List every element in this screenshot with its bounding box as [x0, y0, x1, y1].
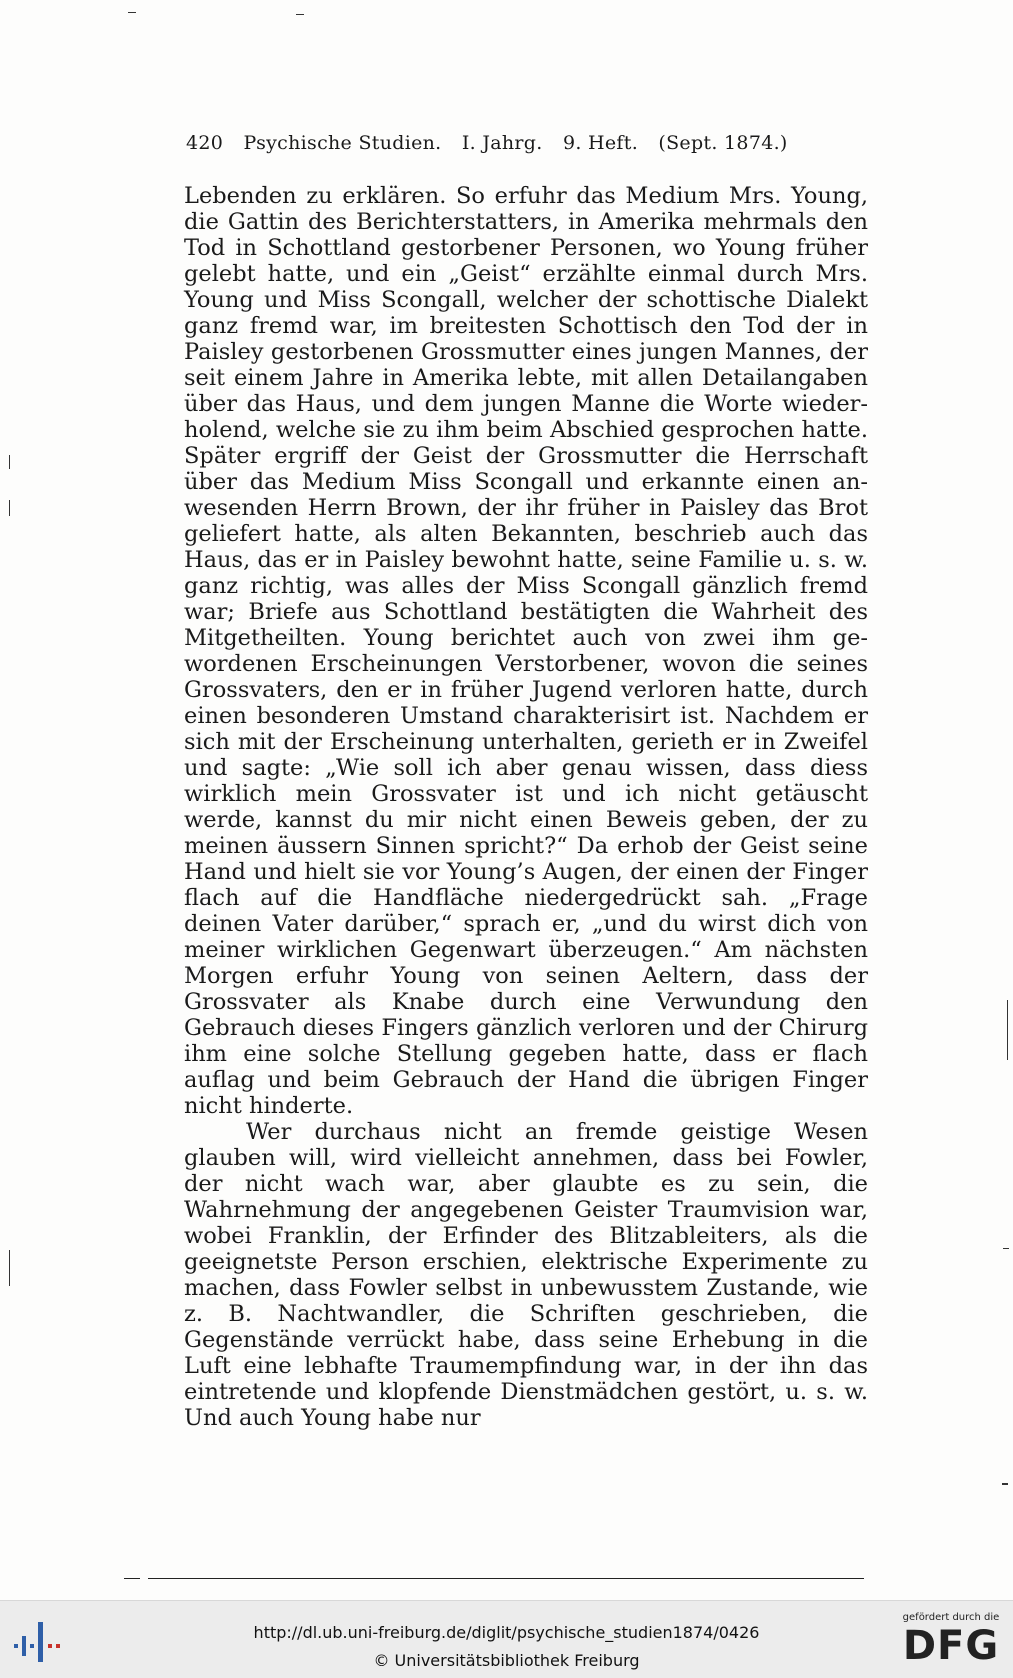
scan-mark [9, 500, 10, 516]
running-head [186, 132, 806, 154]
footer-url-link[interactable]: http://dl.ub.uni-freiburg.de/diglit/psychische_studien1874/0426 [253, 1623, 760, 1642]
issue-date: (Sept. 1874.) [658, 132, 788, 154]
scan-mark [9, 1250, 10, 1286]
page-number: 420 [186, 132, 224, 154]
footnote-rule-short [124, 1578, 140, 1579]
body-text [184, 183, 868, 1431]
paragraph-1: Lebenden zu erklären. So erfuhr das Medium Mrs. Young, die Gattin des Berichterstatters, in Amerika mehrmals den Tod in Schottland gestorbener Personen, wo Young früher gelebt hatte, und ein „Geist“ erzählte einmal durch Mrs. Young und Miss Scongall, welcher der schottische Dialekt ganz fremd war, im breitesten Schottisch den Tod der in Paisley gestorbenen Grossmutter eines jungen Mannes, der seit einem Jahre in Amerika lebte, mit allen Detailangaben über das Haus, und dem jungen Manne die Worte wiederholend, welche sie zu ihm beim Abschied gesprochen hatte. Später ergriff der Geist der Grossmutter die Herrschaft über das Medium Miss Scongall und erkannte einen anwesenden Herrn Brown, der ihr früher in Paisley das Brot geliefert hatte, als alten Bekannten, beschrieb auch das Haus, das er in Paisley bewohnt hatte, seine Familie u. s. w. ganz richtig, was alles der Miss Scongall gänzlich fremd war; Briefe aus Schottland bestätigten die Wahrheit des Mitgetheilten. Young berichtet auch von zwei ihm gewordenen Erscheinungen Verstorbener, wovon die seines Grossvaters, den er in früher Jugend verloren hatte, durch einen besonderen Umstand charakterisirt ist. Nachdem er sich mit der Erscheinung unterhalten, gerieth er in Zweifel und sagte: „Wie soll ich aber genau wissen, dass diess wirklich mein Grossvater ist und ich nicht getäuscht werde, kannst du mir nicht einen Beweis geben, der zu meinen äussern Sinnen spricht?“ Da erhob der Geist seine Hand und hielt sie vor Young’s Augen, der einen der Finger flach auf die Handfläche niedergedrückt sah. „Frage deinen Vater darüber,“ sprach er, „und du wirst dich von meiner wirklichen Gegenwart überzeugen.“ Am nächsten Morgen erfuhr Young von seinen Aeltern, dass der Grossvater als Knabe durch eine Verwundung den Gebrauch dieses Fingers gänzlich verloren und der Chirurg ihm eine solche Stellung gegeben hatte, dass er flach auflag und beim Gebrauch der Hand die übrigen Finger nicht hinderte. [184, 183, 868, 1119]
footnote-rule [148, 1578, 864, 1579]
scan-mark [1003, 1248, 1009, 1249]
volume-label: I. Jahrg. [461, 132, 543, 154]
scan-mark [1007, 1000, 1008, 1060]
funding-note: gefördert durch die [902, 1612, 1000, 1623]
issue-label: 9. Heft. [562, 132, 639, 154]
journal-title: Psychische Studien. [243, 132, 442, 154]
footer-copyright: © Universitätsbibliothek Freiburg [373, 1651, 640, 1670]
scan-mark [1002, 1483, 1008, 1485]
scan-mark [9, 455, 10, 469]
dfg-logo: DFG [902, 1623, 1000, 1669]
paragraph-2: Wer durchaus nicht an fremde geistige Wesen glauben will, wird vielleicht annehmen, dass bei Fowler, der nicht wach war, aber glaubte es zu sein, die Wahrnehmung der angegebenen Geister Traumvision war, wobei Franklin, der Erfinder des Blitzableiters, als die geeignetste Person erschien, elektrische Experimente zu machen, dass Fowler selbst in unbewusstem Zustande, wie z. B. Nachtwandler, die Schriften geschrieben, die Gegenstände verrückt habe, dass seine Erhebung in die Luft eine lebhafte Traumempfindung war, in der ihn das eintretende und klopfende Dienstmädchen gestört, u. s. w. Und auch Young habe nur [184, 1119, 868, 1431]
scan-mark [128, 12, 136, 13]
scan-mark [296, 14, 304, 15]
